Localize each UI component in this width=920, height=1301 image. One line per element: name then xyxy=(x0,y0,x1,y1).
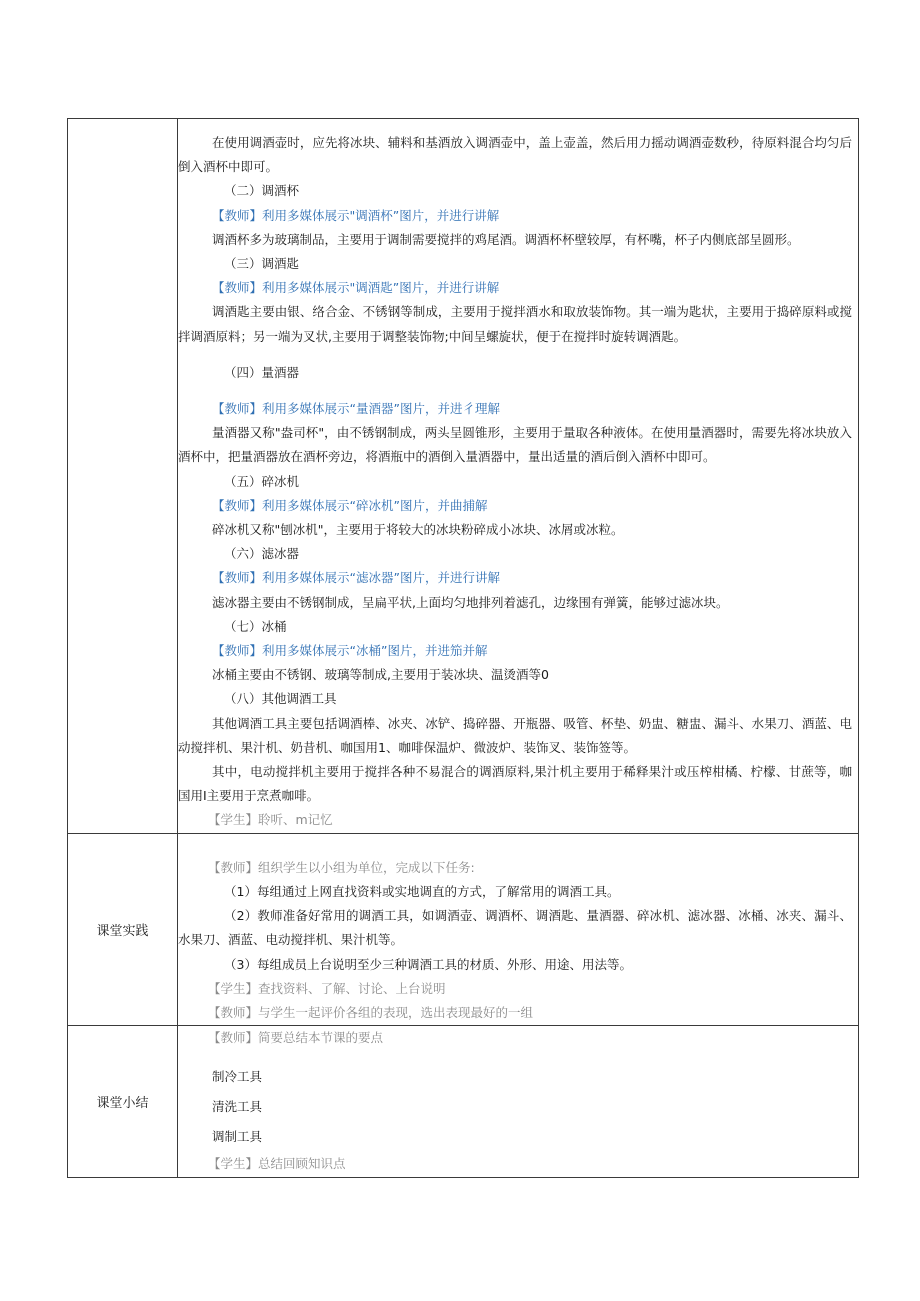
teacher-note-mixing-glass: 【教师】利用多媒体展示"调酒杯”图片，并进行讲解 xyxy=(212,207,500,223)
lecture-content-cell xyxy=(178,119,859,834)
teacher-evaluation-note: 【教师】与学生一起评价各组的表现，选出表现最好的一组 xyxy=(208,1004,534,1020)
teacher-note-jigger: 【教师】利用多媒体展示“量酒器”图片，并进彳理解 xyxy=(212,401,500,417)
heading-strainer: （六）滤冰器 xyxy=(224,546,300,562)
teacher-practice-intro: 【教师】组织学生以小组为单位，完成以下任务: xyxy=(208,859,475,875)
lesson-table xyxy=(67,118,859,1178)
shaker-usage-paragraph: 在使用调酒壶时，应先将冰块、辅料和基酒放入调酒壶中，盖上壶盖，然后用力摇动调酒壶数秒，待原料混合均匀后倒入酒杯中即可。 xyxy=(178,135,852,175)
spacer xyxy=(178,349,858,361)
task-2: （2）教师准备好常用的调酒工具，如调酒壶、调酒杯、调酒匙、量酒器、碎冰机、滤冰器、冰桶、冰夹、漏斗、水果刀、酒蓝、电动搅拌机、果汁机等。 xyxy=(178,908,852,948)
heading-mixing-glass: （二）调酒杯 xyxy=(224,183,300,199)
practice-row xyxy=(68,833,859,1025)
heading-other-tools: （八）其他调酒工具 xyxy=(224,691,337,707)
lecture-row xyxy=(68,119,859,834)
summary-item-mixing-tools: 调制工具 xyxy=(212,1129,263,1145)
practice-content-cell xyxy=(178,833,859,1025)
heading-jigger: （四）量酒器 xyxy=(224,364,300,380)
heading-bar-spoon: （三）调酒匙 xyxy=(224,256,300,272)
jigger-paragraph: 量酒器又称"盎司杯"，由不锈钢制成，两头呈圆锥形，主要用于量取各种液体。在使用量酒器时，需要先将冰块放入酒杯中，把量酒器放在酒杯旁边，将酒瓶中的酒倒入量酒器中，量出适量的酒后倒入酒杯中即可。 xyxy=(178,425,852,465)
teacher-note-bar-spoon: 【教师】利用多媒体展示"调酒匙”图片，并进行讲解 xyxy=(212,280,500,296)
teacher-note-ice-bucket: 【教师】利用多媒体展示“冰桶”图片，并进笳并解 xyxy=(212,643,488,659)
teacher-note-strainer: 【教师】利用多媒体展示“滤冰器”图片，并进行讲解 xyxy=(212,570,500,586)
lecture-label-cell xyxy=(68,119,178,834)
ice-bucket-paragraph: 冰桶主要由不锈钢、玻璃等制成,主要用于装冰块、温烫酒等0 xyxy=(212,667,549,683)
task-3: （3）每组成员上台说明至少三种调酒工具的材质、外形、用途、用法等。 xyxy=(224,956,632,972)
teacher-summary-note: 【教师】简要总结本节课的要点 xyxy=(208,1030,384,1046)
ice-crusher-paragraph: 碎冰机又称"刨冰机"，主要用于将较大的冰块粉碎成小冰块、冰屑或冰粒。 xyxy=(212,522,624,538)
student-note-lecture: 【学生】聆听、m记忆 xyxy=(208,812,333,828)
other-tools-paragraph: 其他调酒工具主要包括调酒棒、冰夹、冰铲、捣碎器、开瓶器、吸管、杯垫、奶盅、糖盅、漏斗、水果刀、酒蓝、电动搅拌机、果汁机、奶昔机、咖国用1、咖啡保温炉、微波炉、装饰叉、装饰签等。 xyxy=(178,715,852,755)
summary-label: 课堂小结 xyxy=(68,1026,178,1178)
student-summary-note: 【学生】总结回顾知识点 xyxy=(208,1156,346,1172)
spacer xyxy=(178,385,858,397)
task-1: （1）每组通过上网直找资料或实地调直的方式，了解常用的调酒工具。 xyxy=(224,883,620,899)
summary-content-cell xyxy=(178,1026,859,1178)
summary-item-cleaning-tools: 清洗工具 xyxy=(212,1099,263,1115)
other-tools-usage-paragraph: 其中，电动搅拌机主要用于搅拌各种不易混合的调酒原料,果汁机主要用于稀释果汁或压榨柑橘、柠檬、甘蔗等，咖国用I主要用于烹煮咖啡。 xyxy=(178,764,852,804)
heading-ice-bucket: （七）冰桶 xyxy=(224,618,287,634)
student-practice-note: 【学生】查找资料、了解、讨论、上台说明 xyxy=(208,980,446,996)
summary-row xyxy=(68,1026,859,1178)
bar-spoon-paragraph: 调酒匙主要由银、络合金、不锈钢等制成，主要用于搅拌酒水和取放装饰物。其一端为匙状，主要用于捣碎原料或搅拌调酒原料；另一端为叉状,主要用于调整装饰物;中间呈螺旋状，便于在搅拌时旋转调酒匙。 xyxy=(178,304,852,344)
mixing-glass-paragraph: 调酒杯多为玻璃制品，主要用于调制需要搅拌的鸡尾酒。调酒杯杯壁较厚，有杯嘴，杯子内侧底部呈圆形。 xyxy=(212,231,800,247)
spacer xyxy=(178,1050,858,1062)
summary-item-cooling-tools: 制冷工具 xyxy=(212,1069,263,1085)
teacher-note-ice-crusher: 【教师】利用多媒体展示“碎冰机”图片，并曲捕解 xyxy=(212,497,488,513)
strainer-paragraph: 滤冰器主要由不锈钢制成，呈扁平状,上面均匀地排列着滤孔，边缘围有弹簧，能够过滤冰块。 xyxy=(212,594,729,610)
practice-label: 课堂实践 xyxy=(68,833,178,1025)
heading-ice-crusher: （五）碎冰机 xyxy=(224,473,300,489)
